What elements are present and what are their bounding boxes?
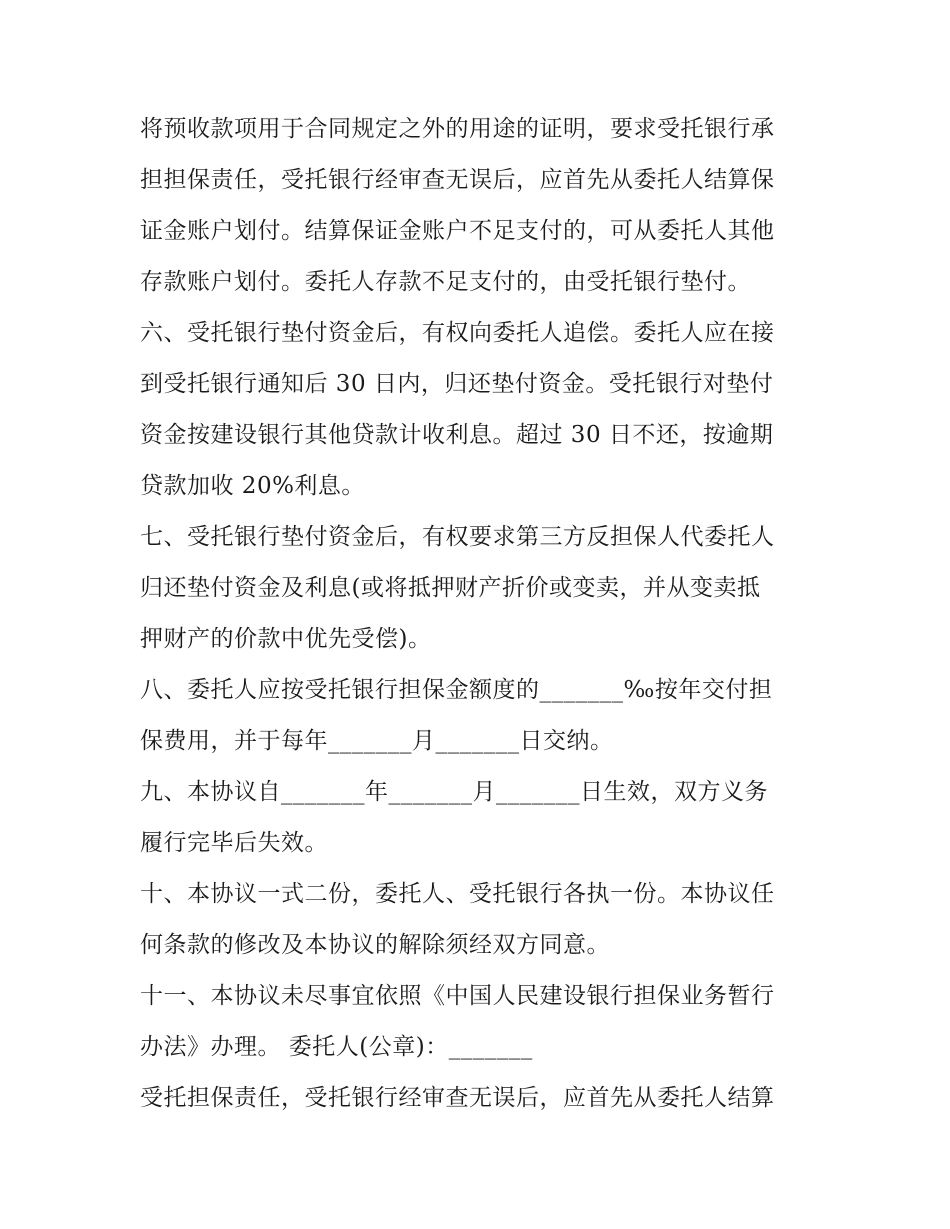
text-line: 履行完毕后失效。: [140, 830, 328, 856]
text-line: 存款账户划付。委托人存款不足支付的，由受托银行垫付。: [140, 269, 751, 295]
text-line: 十、本协议一式二份，委托人、受托银行各执一份。本协议任: [140, 881, 775, 907]
text-line: 保费用，并于每年_______月_______日交纳。: [140, 728, 614, 754]
text-line: 归还垫付资金及利息(或将抵押财产折价或变卖，并从变卖抵: [140, 575, 761, 601]
text-line: 押财产的价款中优先受偿)。: [140, 626, 432, 652]
text-line: 十一、本协议未尽事宜依照《中国人民建设银行担保业务暂行: [140, 983, 775, 1009]
text-line: 七、受托银行垫付资金后，有权要求第三方反担保人代委托人: [140, 524, 775, 550]
text-line: 办法》办理。 委托人(公章)：_______: [140, 1034, 533, 1060]
text-line: 证金账户划付。结算保证金账户不足支付的，可从委托人其他: [140, 218, 775, 244]
text-line: 担担保责任，受托银行经审查无误后，应首先从委托人结算保: [140, 167, 775, 193]
text-line: 资金按建设银行其他贷款计收利息。超过 30 日不还，按逾期: [140, 422, 774, 448]
text-line: 将预收款项用于合同规定之外的用途的证明，要求受托银行承: [140, 116, 775, 142]
text-line: 到受托银行通知后 30 日内，归还垫付资金。受托银行对垫付: [140, 371, 774, 397]
text-line: 贷款加收 20%利息。: [140, 473, 365, 499]
text-line: 九、本协议自_______年_______月_______日生效，双方义务: [140, 779, 768, 805]
document-body: [140, 104, 830, 1124]
text-line: 受托担保责任，受托银行经审查无误后，应首先从委托人结算: [140, 1085, 775, 1111]
text-line: 六、受托银行垫付资金后，有权向委托人追偿。委托人应在接: [140, 320, 775, 346]
text-line: 何条款的修改及本协议的解除须经双方同意。: [140, 932, 610, 958]
text-line: 八、委托人应按受托银行担保金额度的_______‰按年交付担: [140, 677, 773, 703]
